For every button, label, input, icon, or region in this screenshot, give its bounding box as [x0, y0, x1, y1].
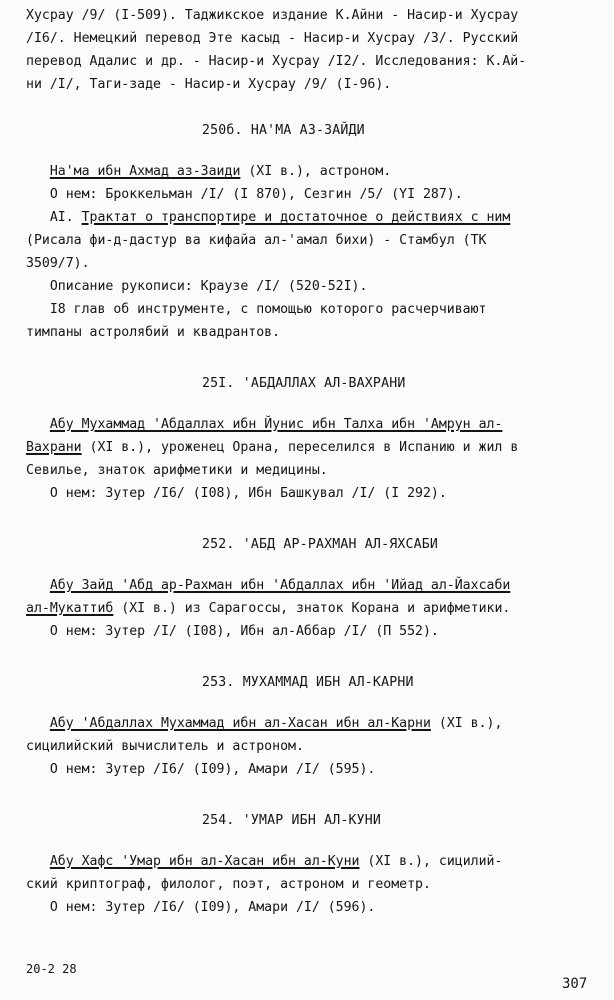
underlined-name: Абу Мухаммад 'Абдаллах ибн Йунис ибн Талха ибн 'Амрун ал-: [49, 417, 503, 432]
text-span: [26, 164, 50, 179]
intro-line: /I6/. Немецкий перевод Эте касыд - Насир-и Хусрау /3/. Русский: [26, 31, 519, 46]
text-span: Севилье, знаток арифметики и медицины.: [26, 463, 328, 478]
text-span: ский криптограф, филолог, поэт, астроном и геометр.: [26, 877, 431, 892]
entry-line: [26, 302, 487, 318]
text-span: (XI в.), сицилий-: [359, 854, 503, 869]
text-span: тимпаны астролябий и квадрантов.: [26, 325, 281, 340]
text-span: [26, 716, 50, 731]
entry-heading: 253. МУХАММАД ИБН АЛ-КАРНИ: [202, 675, 414, 690]
text-span: О нем: Зутер /I6/ (I08), Ибн Башкувал /I/ (I 292).: [26, 486, 447, 501]
entry-line: [26, 164, 391, 180]
entry-line: [26, 486, 447, 502]
entry-line: [26, 739, 304, 755]
entry-line: [26, 210, 510, 226]
printer-signature: 20-2 28: [26, 962, 77, 976]
intro-line: перевод Адалис и др. - Насир-и Хусрау /I2/. Исследования: К.Ай-: [26, 54, 527, 69]
underlined-name: ал-Мукаттиб: [26, 601, 114, 616]
entry-line: [26, 900, 375, 916]
entry-line: [26, 578, 510, 594]
text-span: [26, 578, 50, 593]
entry-line: [26, 279, 367, 295]
text-span: [26, 417, 50, 432]
entry-heading: 25I. 'АБДАЛЛАХ АЛ-ВАХРАНИ: [202, 376, 406, 391]
page-number: 307: [562, 976, 588, 992]
entry-line: [26, 762, 375, 778]
underlined-name: Абу 'Абдаллах Мухаммад ибн ал-Хасан ибн ал-Карни: [49, 716, 431, 731]
text-span: О нем: Зутер /I6/ (I09), Амари /I/ (595).: [26, 762, 376, 777]
text-span: Описание рукописи: Краузе /I/ (520-52I).: [26, 279, 368, 294]
underlined-name: Вахрани: [26, 440, 82, 455]
intro-line: ни /I/, Таги-заде - Насир-и Хусрау /9/ (I-96).: [26, 77, 392, 92]
text-span: (XI в.), астроном.: [240, 164, 392, 179]
text-span: 3509/7).: [26, 256, 90, 271]
entry-line: [26, 716, 502, 732]
text-span: (XI в.),: [430, 716, 503, 731]
entry-line: [26, 601, 510, 617]
entry-line: [26, 440, 518, 456]
entry-line: [26, 624, 439, 640]
text-span: О нем: Зутер /I6/ (I09), Амари /I/ (596).: [26, 900, 376, 915]
entry-line: [26, 854, 502, 870]
underlined-name: Абу Зайд 'Абд ар-Рахман ибн 'Абдаллах ибн 'Ийад ал-Йахсаби: [49, 578, 511, 593]
intro-line: Хусрау /9/ (I-509). Таджикское издание К.Айни - Насир-и Хусрау: [26, 8, 519, 23]
text-span: (XI в.) из Сарагоссы, знаток Корана и арифметики.: [113, 601, 511, 616]
underlined-name: Трактат о транспортире и достаточное о действиях с ним: [81, 210, 511, 225]
underlined-name: На'ма ибн Ахмад аз-Заиди: [49, 164, 241, 179]
text-span: I8 глав об инструменте, с помощью которого расчерчивают: [26, 302, 487, 317]
entry-line: [26, 877, 431, 893]
text-span: (Рисала фи-д-дастур ва кифайа ал-'амал бихи) - Стамбул (ТК: [26, 233, 487, 248]
entry-heading: 252. 'АБД АР-РАХМАН АЛ-ЯХСАБИ: [202, 537, 439, 552]
text-span: О нем: Броккельман /I/ (I 870), Сезгин /5/ (YI 287).: [26, 187, 463, 202]
text-span: О нем: Зутер /I/ (I08), Ибн ал-Аббар /I/ (П 552).: [26, 624, 439, 639]
entry-heading: 250б. НА'МА АЗ-ЗАЙДИ: [202, 123, 365, 138]
entry-line: [26, 187, 463, 203]
entry-line: [26, 417, 502, 433]
entry-line: [26, 325, 280, 341]
text-span: [26, 854, 50, 869]
entry-line: [26, 233, 487, 249]
entry-line: [26, 256, 90, 272]
text-span: (XI в.), уроженец Орана, переселился в Испанию и жил в: [81, 440, 519, 455]
text-span: сицилийский вычислитель и астроном.: [26, 739, 304, 754]
entry-heading: 254. 'УМАР ИБН АЛ-КУНИ: [202, 813, 382, 828]
entry-line: [26, 463, 328, 479]
underlined-name: Абу Хафс 'Умар ибн ал-Хасан ибн ал-Куни: [49, 854, 360, 869]
text-span: AI.: [26, 210, 82, 225]
